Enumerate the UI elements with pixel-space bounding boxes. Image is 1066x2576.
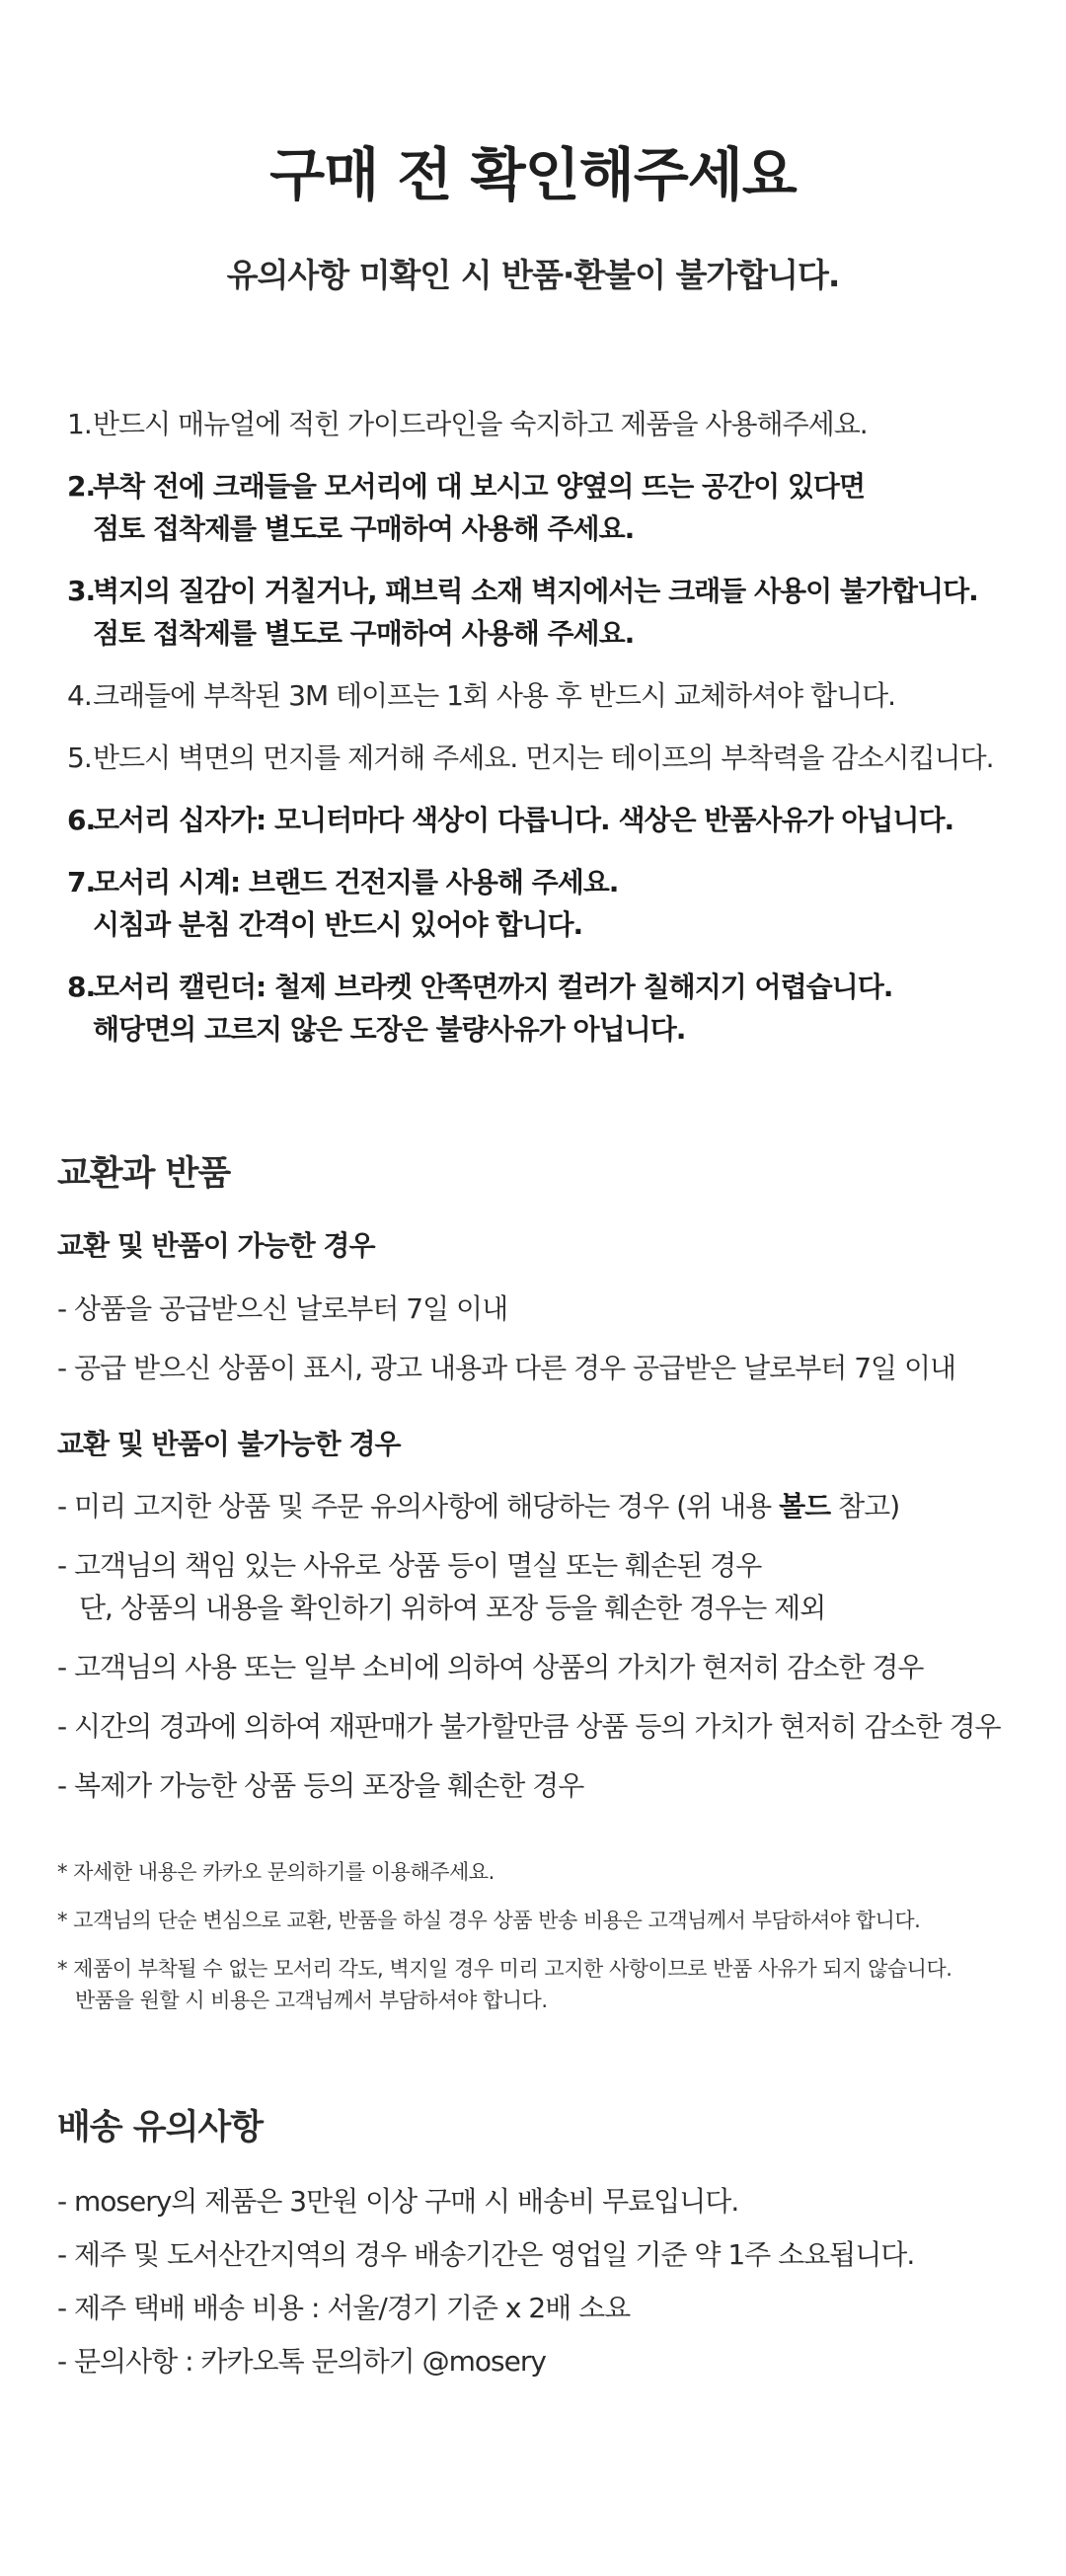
notice-line: 점토 접착제를 별도로 구매하여 사용해 주세요. xyxy=(93,617,635,650)
shipping-title: 배송 유의사항 xyxy=(57,2108,264,2147)
shipping-item: - 문의사항 : 카카오톡 문의하기 @mosery xyxy=(57,2345,546,2378)
page-title: 구매 전 확인해주세요 xyxy=(269,141,797,208)
shipping-list xyxy=(57,2180,1025,2382)
footnote: * 자세한 내용은 카카오 문의하기를 이용해주세요. xyxy=(57,1860,495,1884)
impossible-item xyxy=(57,1485,1025,1527)
bold-reference: 볼드 xyxy=(779,1490,831,1522)
footnote: * 고객님의 단순 변심으로 교환, 반품을 하실 경우 상품 반송 비용은 고객님께서 부담하셔야 합니다. xyxy=(57,1909,921,1932)
notice-item-4 xyxy=(67,674,1015,717)
notice-list xyxy=(67,403,1015,1070)
notice-line: 부착 전에 크래들을 모서리에 대 보시고 양옆의 뜨는 공간이 있다면 xyxy=(93,470,866,503)
exchange-possible xyxy=(57,1229,1025,1262)
notice-number: 2. xyxy=(67,470,96,503)
impossible-item-note: 단, 상품의 내용을 확인하기 위하여 포장 등을 훼손한 경우는 제외 xyxy=(79,1592,826,1624)
impossible-item: - 복제가 가능한 상품 등의 포장을 훼손한 경우 xyxy=(57,1769,584,1802)
notice-line: 반드시 벽면의 먼지를 제거해 주세요. 먼지는 테이프의 부착력을 감소시킵니다. xyxy=(93,742,994,774)
notice-line: 해당면의 고르지 않은 도장은 불량사유가 아닙니다. xyxy=(93,1013,686,1046)
notice-line: 모서리 시계: 브랜드 건전지를 사용해 주세요. xyxy=(93,866,619,898)
footnote-text: * 제품이 부착될 수 없는 모서리 각도, 벽지일 경우 미리 고지한 사항이므로 반품 사유가 되지 않습니다. xyxy=(57,1957,952,1981)
impossible-item-text: - 고객님의 책임 있는 사유로 상품 등이 멸실 또는 훼손된 경우 xyxy=(57,1549,762,1582)
notice-item-1 xyxy=(67,403,1015,445)
exchange-section xyxy=(57,1154,1025,1194)
notice-line: 모서리 십자가: 모니터마다 색상이 다릅니다. 색상은 반품사유가 아닙니다. xyxy=(93,804,954,836)
shipping-item: - 제주 및 도서산간지역의 경우 배송기간은 영업일 기준 약 1주 소요됩니다. xyxy=(57,2238,915,2271)
shipping-item: - 제주 택배 배송 비용 : 서울/경기 기준 x 2배 소요 xyxy=(57,2292,631,2324)
impossible-list xyxy=(57,1485,1025,1807)
possible-item: - 공급 받으신 상품이 표시, 광고 내용과 다른 경우 공급받은 날로부터 7일 이내 xyxy=(57,1352,956,1384)
notice-line: 모서리 캘린더: 철제 브라켓 안쪽면까지 컬러가 칠해지기 어렵습니다. xyxy=(93,971,893,1003)
impossible-item: - 고객님의 사용 또는 일부 소비에 의하여 상품의 가치가 현저히 감소한 경우 xyxy=(57,1651,924,1683)
notice-item-8 xyxy=(67,966,1015,1051)
impossible-item-text: 참고) xyxy=(830,1490,900,1522)
notice-item-7 xyxy=(67,861,1015,946)
shipping-section xyxy=(57,2108,1025,2147)
notice-line: 벽지의 질감이 거칠거나, 패브릭 소재 벽지에서는 크래들 사용이 불가합니다. xyxy=(93,575,978,607)
impossible-item: - 시간의 경과에 의하여 재판매가 불가할만큼 상품 등의 가치가 현저히 감소한 경우 xyxy=(57,1710,1001,1743)
page-subtitle: 유의사항 미확인 시 반품·환불이 불가합니다. xyxy=(226,256,840,294)
impossible-item xyxy=(57,1544,1025,1629)
notice-number: 8. xyxy=(67,971,96,1003)
notice-item-6 xyxy=(67,799,1015,841)
shipping-item: - mosery의 제품은 3만원 이상 구매 시 배송비 무료입니다. xyxy=(57,2185,739,2218)
notice-item-5 xyxy=(67,737,1015,779)
notice-line: 시침과 분침 간격이 반드시 있어야 합니다. xyxy=(93,908,583,941)
footnote-text: 반품을 원할 시 비용은 고객님께서 부담하셔야 합니다. xyxy=(75,1989,548,2012)
exchange-notes xyxy=(57,1856,1025,2016)
notice-item-3 xyxy=(67,570,1015,655)
exchange-title: 교환과 반품 xyxy=(57,1154,231,1194)
notice-item-2 xyxy=(67,465,1015,550)
notice-line: 반드시 매뉴얼에 적힌 가이드라인을 숙지하고 제품을 사용해주세요. xyxy=(93,408,868,440)
exchange-impossible xyxy=(57,1428,1025,1460)
notice-number: 5. xyxy=(67,742,92,774)
possible-heading: 교환 및 반품이 가능한 경우 xyxy=(57,1229,375,1262)
notice-number: 7. xyxy=(67,866,96,898)
impossible-item-text: - 미리 고지한 상품 및 주문 유의사항에 해당하는 경우 (위 내용 xyxy=(57,1490,780,1522)
notice-number: 1. xyxy=(67,408,92,440)
possible-item: - 상품을 공급받으신 날로부터 7일 이내 xyxy=(57,1292,508,1325)
notice-number: 3. xyxy=(67,575,96,607)
notice-line: 크래들에 부착된 3M 테이프는 1회 사용 후 반드시 교체하셔야 합니다. xyxy=(93,679,896,712)
notice-number: 6. xyxy=(67,804,96,836)
footnote xyxy=(57,1953,1025,2016)
possible-list xyxy=(57,1288,1025,1389)
notice-number: 4. xyxy=(67,679,92,712)
notice-line: 점토 접착제를 별도로 구매하여 사용해 주세요. xyxy=(93,512,635,545)
impossible-heading: 교환 및 반품이 불가능한 경우 xyxy=(57,1428,401,1460)
